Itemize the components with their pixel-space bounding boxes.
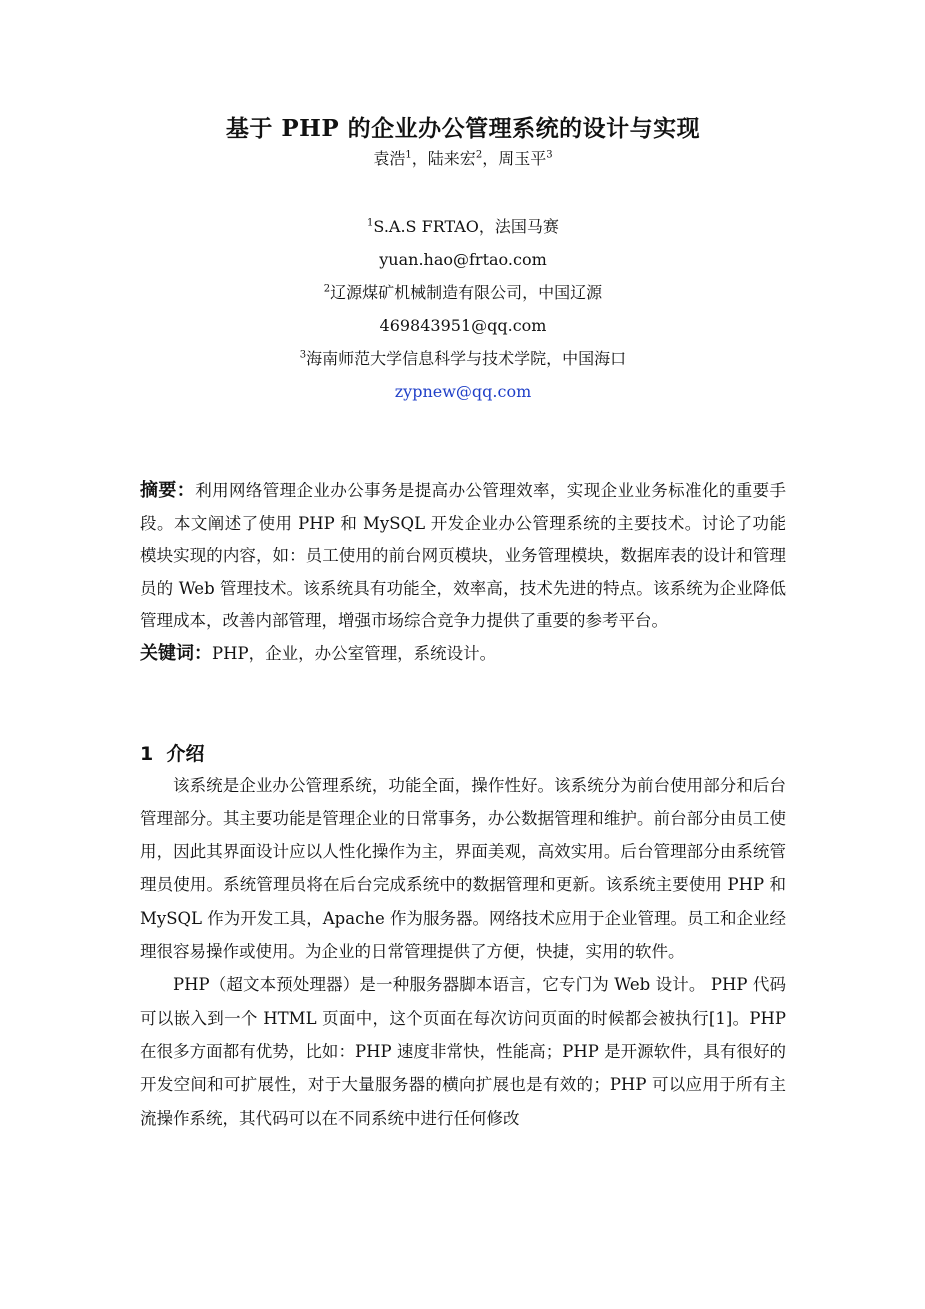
affiliation-line bbox=[140, 210, 786, 243]
author-affiliation-mark: 3 bbox=[546, 149, 553, 161]
affiliation-email: yuan.hao@frtao.com bbox=[379, 250, 547, 269]
affiliation-block bbox=[140, 210, 786, 408]
body-paragraph: PHP（超文本预处理器）是一种服务器脚本语言，它专门为 Web 设计。 PHP 代码可以嵌入到一个 HTML 页面中，这个页面在每次访问页面的时候都会被执行[1]。PHP 在很多方面都有优势，比如：PHP 速度非常快，性能高；PHP 是开源软件，具有很好的开发空间和可扩展性，对于大量服务器的横向扩展也是有效的；PHP 可以应用于所有主流操作系统，其代码可以在不同系统中进行任何修改 bbox=[140, 975, 786, 1128]
abstract bbox=[140, 475, 786, 638]
affiliation-text: S.A.S FRTAO，法国马赛 bbox=[373, 217, 559, 236]
abstract-text: 利用网络管理企业办公事务是提高办公管理效率，实现企业业务标准化的重要手段。本文阐述了使用 PHP 和 MySQL 开发企业办公管理系统的主要技术。讨论了功能模块实现的内容，如：员工使用的前台网页模块，业务管理模块，数据库表的设计和管理员的 Web 管理技术。该系统具有功能全，效率高，技术先进的特点。该系统为企业降低管理成本，改善内部管理，增强市场综合竞争力提供了重要的参考平台。 bbox=[140, 481, 787, 631]
affiliation-mark: 1 bbox=[367, 217, 374, 229]
affiliation-line bbox=[140, 342, 786, 375]
affiliation-line bbox=[140, 276, 786, 309]
affiliation-email: 469843951@qq.com bbox=[379, 316, 547, 335]
author-name: 陆来宏 bbox=[427, 149, 476, 168]
author-separator: ， bbox=[411, 149, 428, 168]
author-name: 袁浩 bbox=[373, 149, 406, 168]
section-heading bbox=[140, 739, 786, 769]
paper-title: 基于 PHP 的企业办公管理系统的设计与实现 bbox=[225, 115, 701, 142]
keywords bbox=[140, 638, 786, 671]
affiliation-mark: 3 bbox=[299, 349, 307, 361]
affiliation-email-link[interactable]: zypnew@qq.com bbox=[394, 382, 532, 401]
affiliation-text: 辽源煤矿机械制造有限公司，中国辽源 bbox=[330, 283, 603, 302]
keywords-text: PHP，企业，办公室管理，系统设计。 bbox=[212, 643, 497, 663]
body-paragraph: 该系统是企业办公管理系统，功能全面，操作性好。该系统分为前台使用部分和后台管理部分。其主要功能是管理企业的日常事务，办公数据管理和维护。前台部分由员工使用，因此其界面设计应以人性化操作为主，界面美观，高效实用。后台管理部分由系统管理员使用。系统管理员将在后台完成系统中的数据管理和更新。该系统主要使用 PHP 和 MySQL 作为开发工具，Apache 作为服务器。网络技术应用于企业管理。员工和企业经理很容易操作或使用。为企业的日常管理提供了方便，快捷，实用的软件。 bbox=[140, 775, 786, 962]
affiliation-mark: 2 bbox=[323, 283, 331, 295]
affiliation-text: 海南师范大学信息科学与技术学院，中国海口 bbox=[306, 349, 627, 368]
paper-page bbox=[140, 112, 786, 1135]
section-number: 1 bbox=[140, 742, 154, 765]
author-affiliation-mark: 2 bbox=[475, 149, 483, 161]
section-title: 介绍 bbox=[166, 742, 205, 765]
abstract-label: 摘要： bbox=[140, 480, 196, 501]
author-list bbox=[140, 146, 786, 172]
author-affiliation-mark: 1 bbox=[405, 149, 412, 161]
author-separator: ， bbox=[482, 149, 499, 168]
keywords-label: 关键词： bbox=[140, 642, 212, 664]
author-name: 周玉平 bbox=[498, 149, 547, 168]
